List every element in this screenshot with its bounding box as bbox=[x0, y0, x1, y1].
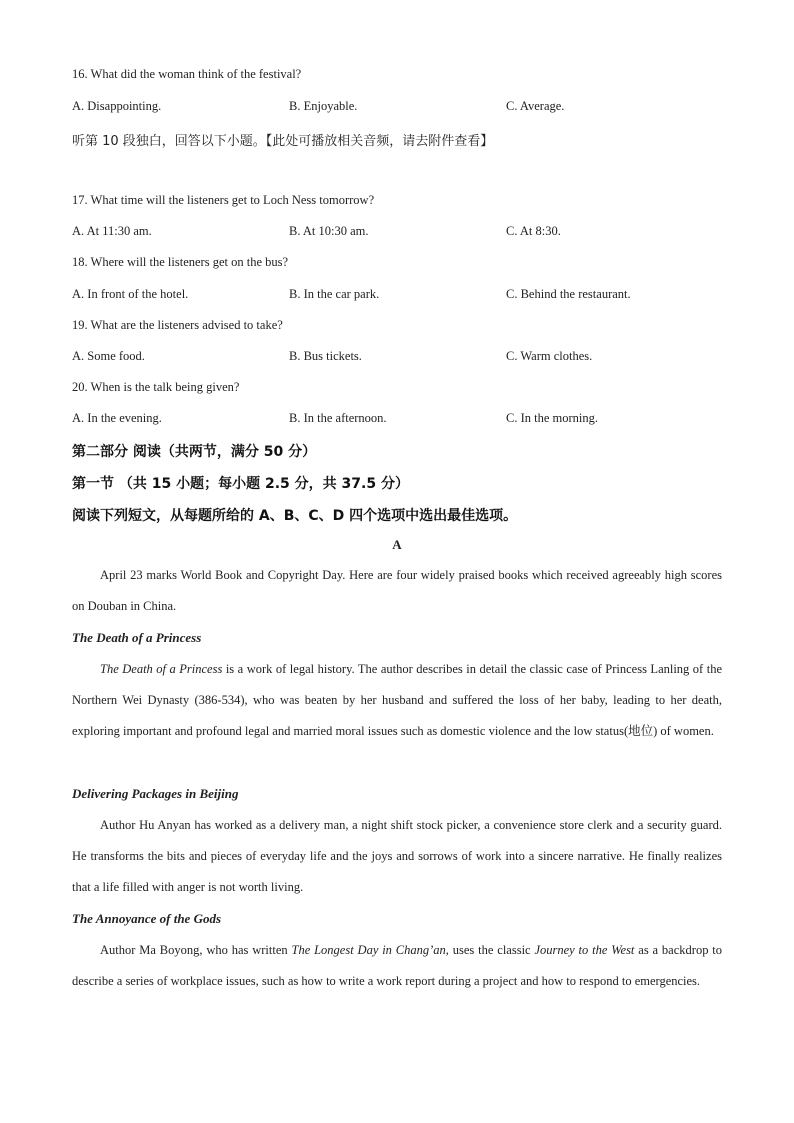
book-italic-3b: Journey to the West bbox=[534, 943, 635, 957]
q19-option-c: C. Warm clothes. bbox=[506, 349, 593, 363]
q20-option-b: B. In the afternoon. bbox=[289, 411, 387, 425]
book-text-3a: Author Ma Boyong, who has written bbox=[100, 943, 292, 957]
book-description-3 bbox=[72, 935, 722, 997]
q17-option-a: A. At 11:30 am. bbox=[72, 224, 152, 238]
q18-option-a: A. In front of the hotel. bbox=[72, 287, 189, 301]
q16-option-b: B. Enjoyable. bbox=[289, 99, 358, 113]
question-19: 19. What are the listeners advised to take? bbox=[72, 318, 283, 332]
book-text-1: is a work of legal history. The author describes in detail the classic case of Princess Lanling of the Northern Wei Dynasty (386-534), who was beaten by her husband and suffered the loss of her baby, leading to her death, exploring important and profound legal and married moral issues such as domestic violence and the low status(地位) of women. bbox=[72, 662, 722, 739]
reading-directions: 阅读下列短文，从每题所给的 A、B、C、D 四个选项中选出最佳选项。 bbox=[72, 508, 518, 524]
passage-label: A bbox=[392, 537, 402, 552]
q16-option-a: A. Disappointing. bbox=[72, 99, 162, 113]
book-title-inline-1: The Death of a Princess bbox=[100, 662, 223, 676]
book-italic-3a: The Longest Day in Chang’an bbox=[291, 943, 446, 957]
listening-instruction-10: 听第 10 段独白，回答以下小题。【此处可播放相关音频，请去附件查看】 bbox=[72, 134, 494, 149]
question-20: 20. When is the talk being given? bbox=[72, 380, 240, 394]
book-title-1: The Death of a Princess bbox=[72, 630, 202, 645]
book-title-3: The Annoyance of the Gods bbox=[72, 911, 222, 926]
book-description-2: Author Hu Anyan has worked as a delivery man, a night shift stock picker, a convenience store clerk and a security guard. He transforms the bits and pieces of everyday life and the joys and sorrows of work into a sincere narrative. He finally realizes that a life filled with anger is not worth living. bbox=[72, 818, 722, 895]
part-two-heading: 第二部分 阅读（共两节，满分 50 分） bbox=[72, 444, 317, 460]
q20-option-a: A. In the evening. bbox=[72, 411, 162, 425]
q19-option-b: B. Bus tickets. bbox=[289, 349, 362, 363]
book-text-3b: , uses the classic bbox=[445, 943, 535, 957]
passage-intro: April 23 marks World Book and Copyright Day. Here are four widely praised books which received agreeably high scores on Douban in China. bbox=[72, 568, 722, 614]
question-16: 16. What did the woman think of the festival? bbox=[72, 67, 302, 81]
q16-option-c: C. Average. bbox=[506, 99, 565, 113]
q18-option-b: B. In the car park. bbox=[289, 287, 380, 301]
question-17: 17. What time will the listeners get to Loch Ness tomorrow? bbox=[72, 193, 375, 207]
book-description-1 bbox=[72, 654, 722, 748]
question-18: 18. Where will the listeners get on the bus? bbox=[72, 255, 289, 269]
book-title-2: Delivering Packages in Beijing bbox=[72, 786, 239, 801]
q19-option-a: A. Some food. bbox=[72, 349, 145, 363]
q18-option-c: C. Behind the restaurant. bbox=[506, 287, 631, 301]
q17-option-b: B. At 10:30 am. bbox=[289, 224, 369, 238]
book-text-3c: as a backdrop to describe a series of workplace issues, such as how to write a work report during a project and how to respond to emergencies. bbox=[72, 943, 723, 989]
q20-option-c: C. In the morning. bbox=[506, 411, 599, 425]
q17-option-c: C. At 8:30. bbox=[506, 224, 561, 238]
section-one-heading: 第一节 （共 15 小题；每小题 2.5 分，共 37.5 分） bbox=[72, 476, 409, 492]
